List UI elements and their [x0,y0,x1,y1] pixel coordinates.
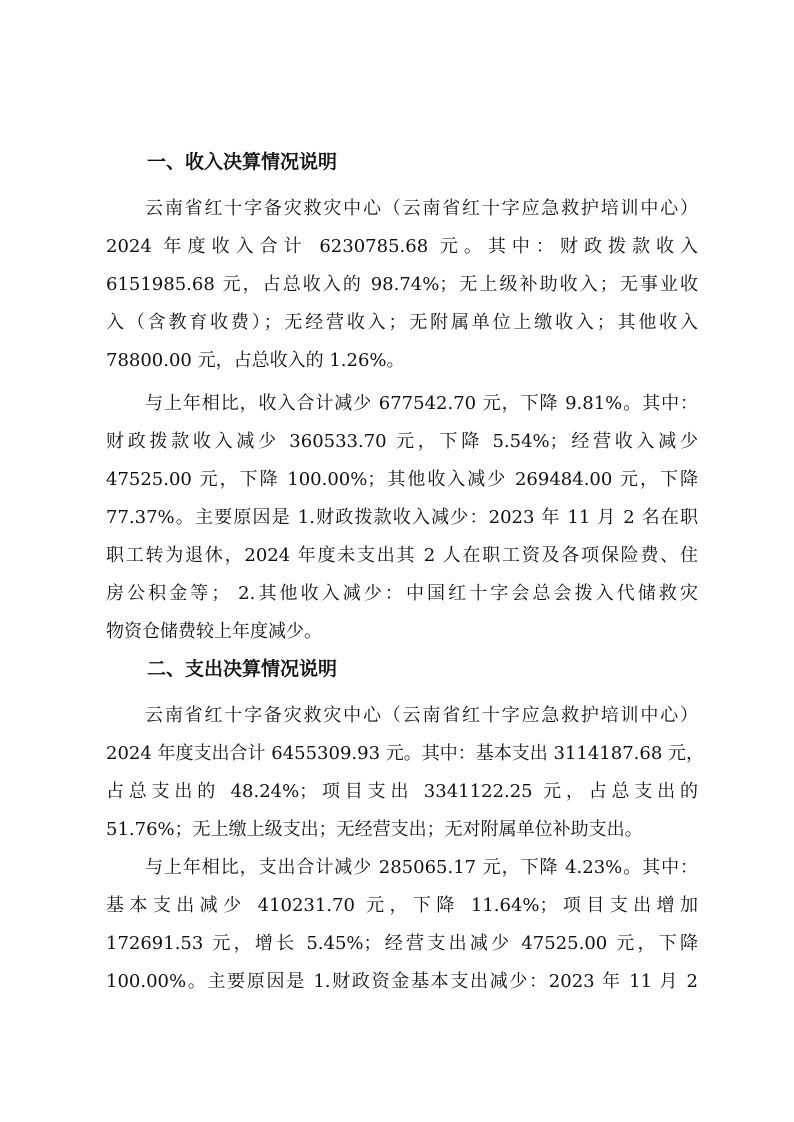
paragraph-line: 77.37%。主要原因是 1.财政拨款收入减少：2023 年 11 月 2 名在职 [106,507,698,528]
paragraph-line: 172691.53 元，增长 5.45%；经营支出减少 47525.00 元，下降 [106,933,698,954]
paragraph-line: 云南省红十字备灾救灾中心（云南省红十字应急救护培训中心） [145,198,698,219]
paragraph-line: 物资仓储费较上年度减少。 [106,621,322,642]
paragraph-line: 78800.00 元，占总收入的 1.26%。 [106,350,405,371]
paragraph-line: 47525.00 元，下降 100.00%；其他收入减少 269484.00 元，下降 [106,469,698,490]
paragraph-line: 占总支出的 48.24%；项目支出 3341122.25 元，占总支出的 [106,781,698,802]
paragraph-line: 2024 年度收入合计 6230785.68 元。其中：财政拨款收入 [106,236,698,257]
paragraph-line: 100.00%。主要原因是 1.财政资金基本支出减少：2023 年 11 月 2 [106,971,698,992]
paragraph-line: 云南省红十字备灾救灾中心（云南省红十字应急救护培训中心） [145,705,698,726]
paragraph-line: 6151985.68 元，占总收入的 98.74%；无上级补助收入；无事业收 [106,274,698,295]
section-heading-income: 一、收入决算情况说明 [147,151,338,173]
paragraph-line: 职工转为退休，2024 年度未支出其 2 人在职工资及各项保险费、住 [106,545,698,566]
paragraph-line: 基本支出减少 410231.70 元，下降 11.64%；项目支出增加 [106,895,698,916]
paragraph-line: 房公积金等； 2.其他收入减少：中国红十字会总会拨入代储救灾 [106,583,698,604]
paragraph-line: 财政拨款收入减少 360533.70 元，下降 5.54%；经营收入减少 [106,431,698,452]
paragraph-line: 2024 年度支出合计 6455309.93 元。其中：基本支出 3114187.68 元， [106,743,704,764]
paragraph-line: 入（含教育收费）；无经营收入；无附属单位上缴收入；其他收入 [106,312,698,333]
paragraph-line: 与上年相比，收入合计减少 677542.70 元，下降 9.81%。其中： [145,393,698,414]
section-heading-expenditure: 二、支出决算情况说明 [147,658,338,680]
paragraph-line: 与上年相比，支出合计减少 285065.17 元，下降 4.23%。其中： [145,857,698,878]
paragraph-line: 51.76%；无上缴上级支出；无经营支出；无对附属单位补助支出。 [106,819,643,840]
